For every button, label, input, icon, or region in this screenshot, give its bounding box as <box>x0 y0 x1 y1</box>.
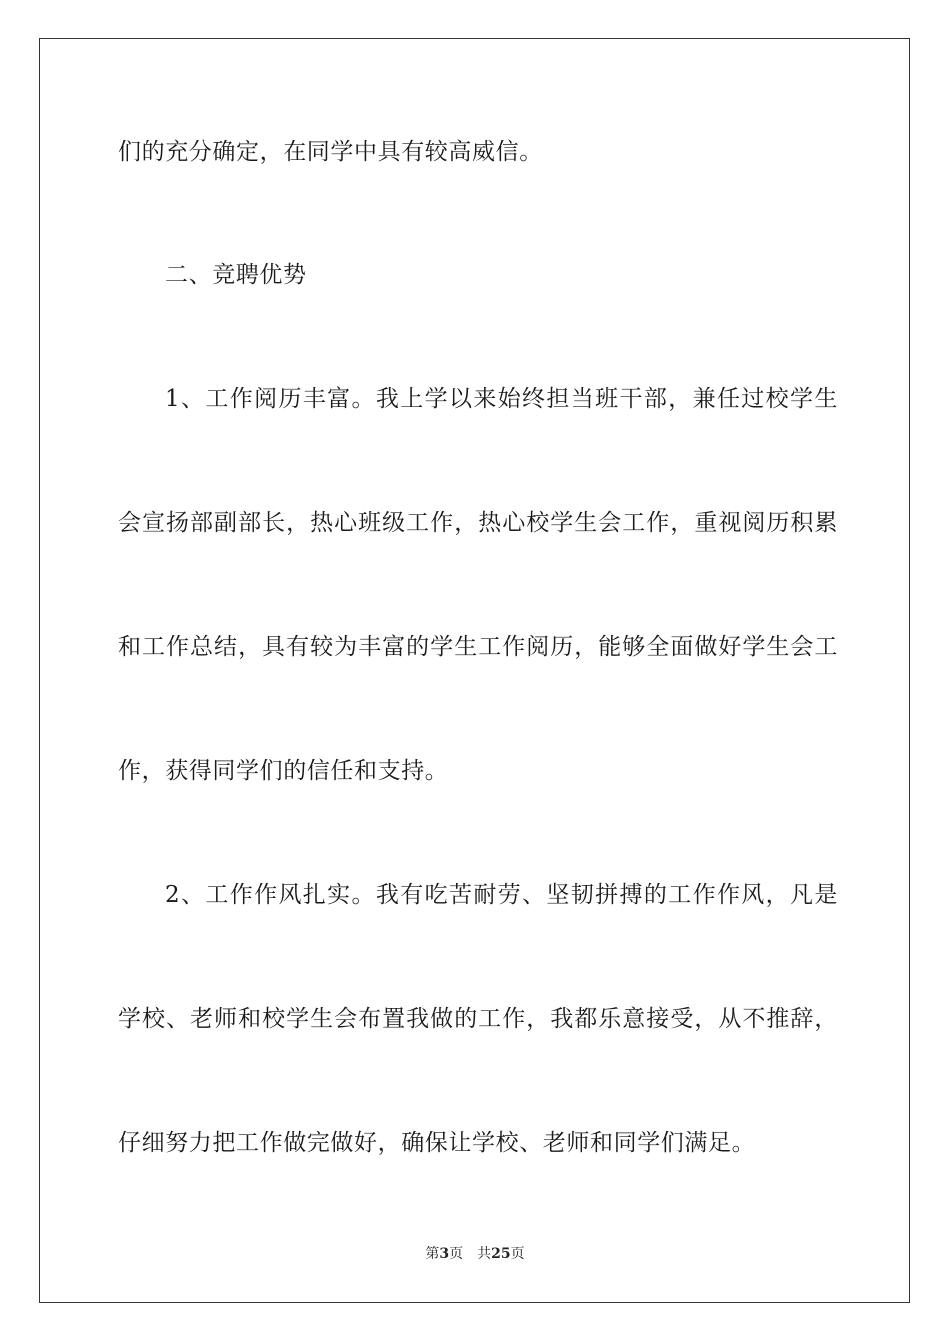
page-border <box>39 38 910 1303</box>
footer-total-prefix: 共 <box>477 1246 492 1262</box>
text-line-4: 会宣扬部副部长，热心班级工作，热心校学生会工作，重视阅历积累 <box>118 510 838 536</box>
text-line-3: 1、工作阅历丰富。我上学以来始终担当班干部，兼任过校学生 <box>165 386 838 412</box>
text-line-7: 2、工作作风扎实。我有吃苦耐劳、坚韧拼搏的工作作风，凡是 <box>165 882 838 908</box>
footer-page-number: 3 <box>439 1246 450 1262</box>
footer-total-pages: 25 <box>491 1246 511 1262</box>
text-line-9: 仔细努力把工作做完做好，确保让学校、老师和同学们满足。 <box>118 1130 756 1156</box>
page-footer <box>0 1244 950 1264</box>
footer-page-prefix: 第 <box>425 1246 440 1262</box>
section-heading: 二、竞聘优势 <box>165 262 307 288</box>
text-line-6: 作，获得同学们的信任和支持。 <box>118 758 449 784</box>
footer-total-suffix: 页 <box>510 1246 525 1262</box>
text-line-5: 和工作总结，具有较为丰富的学生工作阅历，能够全面做好学生会工 <box>118 634 838 660</box>
text-line-8: 学校、老师和校学生会布置我做的工作，我都乐意接受，从不推辞， <box>118 1006 838 1032</box>
footer-page-suffix: 页 <box>449 1246 464 1262</box>
text-line-1: 们的充分确定，在同学中具有较高威信。 <box>118 139 543 165</box>
